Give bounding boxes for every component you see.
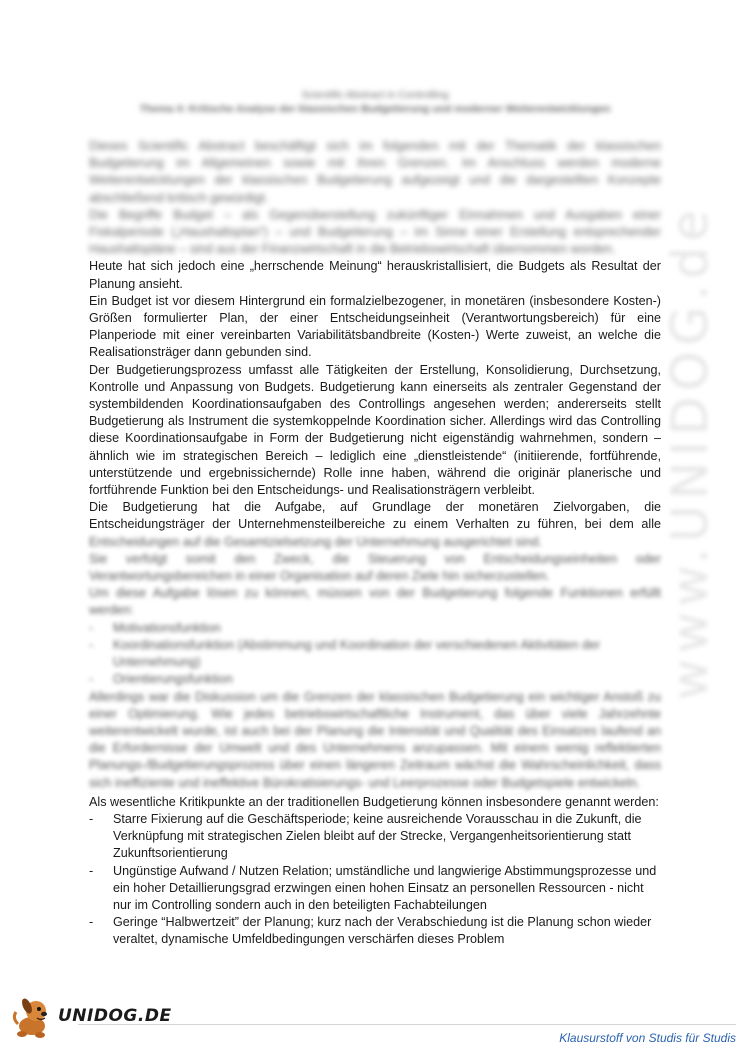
list-item: - Motivationsfunktion xyxy=(89,620,661,637)
document-subtitle: Scientific Abstract in Controlling xyxy=(301,89,449,101)
paragraph-herrschende-meinung: Heute hat sich jedoch eine „herrschende Meinung“ herauskristallisiert, die Budgets als Resultat der Planung ansieht. xyxy=(89,259,661,291)
intro-paragraph: Dieses Scientific Abstract beschäftigt sich im folgenden mit der Thematik der klassischen Budgetierung im Allgemeinen sowie mit ihren Grenzen. Im Anschluss werden moderne Weiterentwicklungen der klassischen Budgetierung aufgezeigt und die dargestellten Konzepte abschließend kritisch gewürdigt. xyxy=(89,139,661,205)
list-item: - Koordinationsfunktion (Abstimmung und Koordination der verschiedenen Aktivitäten der Unternehmung) xyxy=(89,637,661,671)
footer-tagline: Klausurstoff von Studis für Studis xyxy=(559,1031,736,1045)
list-item: - Orientierungsfunktion xyxy=(89,671,661,688)
critique-intro: Als wesentliche Kritikpunkte an der traditionellen Budgetierung können insbesondere genannt werden: xyxy=(89,794,659,809)
list-item: - Starre Fixierung auf die Geschäftsperiode; keine ausreichende Vorausschau in die Zukunft, die Verknüpfung mit strategischen Zielen bleibt auf der Strecke, Vergangenheitsorientierung statt Zukunftsorientierung xyxy=(89,811,661,863)
definition-paragraph: Die Begriffe Budget – als Gegenüberstellung zukünftiger Einnahmen und Ausgaben einer Fiskalperiode („Haushaltsplan“) – und Budgetierung – im Sinne einer Erstellung entsprechender Haushaltspläne – sind aus der Finanzwirtschaft in die Betriebswirtschaft übernommen worden. xyxy=(89,207,661,257)
watermark xyxy=(662,140,750,740)
critique-list xyxy=(89,811,661,949)
logo-text: UNIDOG.DE xyxy=(58,1006,172,1027)
critique-section xyxy=(89,794,661,949)
blurred-line-2: Sie verfolgt somit den Zweck, die Steuerung von Entscheidungseinheiten oder Verantwortungsbereichen in einer Organisation auf deren Ziele hin sicherzustellen. xyxy=(89,551,661,584)
function-list xyxy=(89,620,661,689)
dog-mascot-icon xyxy=(10,994,56,1040)
document-title: Thema 4: Kritische Analyse der klassischen Budgetierung und moderner Weiterentwicklungen xyxy=(139,103,611,115)
paragraph-budgetierungsprozess: Der Budgetierungsprozess umfasst alle Tätigkeiten der Erstellung, Konsolidierung, Durchsetzung, Kontrolle und Anpassung von Budgets. Budgetierung kann einerseits als zentraler Gegenstand der systembildenden Koordinationsaufgaben des Controllings angesehen werden; andererseits stellt Budgetierung als Instrument die systemkoppelnde Koordination sicher. Allerdings wird das Controlling diese Koordinationsaufgabe in Form der Budgetierung nicht eigenständig wahrnehmen, sondern – ähnlich wie im strategischen Bereich – lediglich eine „dienstleistende“ (initiierende, fortführende, unterstützende und ergebnissichernde) Rolle inne haben, während die originär planerische und fortführende Funktion bei den Entscheidungs- und Realisationsträgern verbleibt. xyxy=(89,362,661,498)
paragraph-budgetierung-aufgabe: Die Budgetierung hat die Aufgabe, auf Grundlage der monetären Zielvorgaben, die Entscheidungsträger der Unternehmensteilbereiche zu einem Verhalten zu führen, bei dem alle xyxy=(89,500,661,532)
blurred-line-1: Entscheidungen auf die Gesamtzielsetzung der Unternehmung ausgerichtet sind. xyxy=(89,534,542,549)
list-item: - Geringe “Halbwertzeit” der Planung; kurz nach der Verabschiedung ist die Planung schon wieder veraltet, dynamische Umfeldbedingungen verschärfen dieses Problem xyxy=(89,914,661,948)
unidog-logo[interactable] xyxy=(10,994,172,1040)
blurred-middle xyxy=(89,534,661,792)
blurred-paragraph: Allerdings war die Diskussion um die Grenzen der klassischen Budgetierung ein wichtiger Anstoß zu einer Optimierung. Wie jedes betriebswirtschaftliche Instrument, das über viele Jahrzehnte weiterentwickelt wurde, ist auch bei der Planung die Intensität und Qualität des Einsatzes laufend an die Erfordernisse der Umwelt und des Unternehmens anzupassen. Mit einem wenig reflektierten Planungs-/Budgetierungsprozess über einen längeren Zeitraum wächst die Wahrscheinlichkeit, dass sich ineffiziente und ineffektive Bürokratisierungs- und Leerprozesse oder Budgetspiele entwickeln. xyxy=(89,689,661,790)
blurred-line-3: Um diese Aufgabe lösen zu können, müssen von der Budgetierung folgende Funktionen erfüllt werden: xyxy=(89,586,661,618)
watermark-text: www.UNIDOG.de xyxy=(661,204,719,700)
document-page xyxy=(89,88,661,949)
document-header xyxy=(89,88,661,116)
list-item: - Ungünstige Aufwand / Nutzen Relation; umständliche und langwierige Abstimmungsprozesse und ein hoher Detaillierungsgrad erzwingen einen hohen Einsatz an personellen Ressourcen - nicht nur im Controlling sondern auch in den beteiligten Fachabteilungen xyxy=(89,863,661,915)
blurred-intro xyxy=(89,138,661,258)
paragraph-budget-definition: Ein Budget ist vor diesem Hintergrund ein formalzielbezogener, in monetären (insbesondere Kosten-) Größen formulierter Plan, der einer Entscheidungseinheit (Verantwortungsbereich) für eine Planperiode mit einer vereinbarten Variabilitätsbandbreite (Kosten-) Werte zuweist, an welche die Realisationsträger dann gebunden sind. xyxy=(89,293,661,360)
footer-divider xyxy=(78,1024,736,1025)
